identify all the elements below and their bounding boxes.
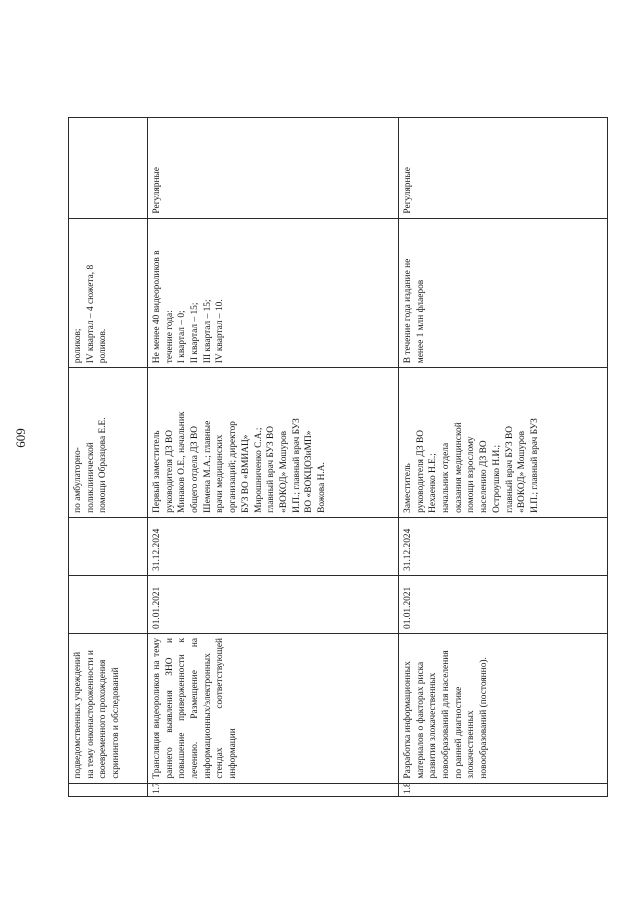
text-line: Вожова Н.А. — [316, 462, 327, 513]
cell-end-date — [69, 517, 148, 575]
cell-end-date: 31.12.2024 — [148, 517, 399, 575]
cell-start-date — [69, 575, 148, 633]
cell-responsible — [148, 368, 399, 518]
rotated-table-page — [68, 117, 586, 797]
text-line: руководителя ДЗ ВО — [415, 429, 426, 513]
cell-event: Трансляция видеороликов на тему раннего выявления ЗНО и повышение приверженности к лечению. Размещение на информационных/электронных стендах соответствующей информации — [148, 633, 399, 783]
text-line: общего отдела ДЗ ВО — [190, 426, 201, 513]
cell-start-date: 01.01.2021 — [399, 575, 608, 633]
text-line: новообразований для населения — [441, 650, 452, 779]
text-line: начальник отдела — [441, 442, 452, 513]
text-line: организаций; директор — [228, 421, 239, 513]
text-line: «ВОКОД» Мошуров — [278, 430, 289, 513]
text-line: поликлинической — [85, 442, 96, 513]
text-line: по амбулаторно- — [73, 447, 83, 513]
text-line: Не менее 40 видеороликов в — [152, 250, 162, 364]
text-line: IV квартал – 10. — [215, 299, 226, 364]
text-line: В течение года издание не — [403, 258, 413, 364]
cell-indicator — [69, 218, 148, 368]
cell-end-date: 31.12.2024 — [399, 517, 608, 575]
text-line: IV квартал – 4 сюжета, 8 — [85, 264, 96, 364]
text-line: по ранней диагностике — [453, 686, 464, 779]
cell-start-date: 01.01.2021 — [148, 575, 399, 633]
cell-indicator — [148, 218, 399, 368]
text-line: подведомственных учреждений — [73, 651, 83, 779]
text-line: новообразований (постоянно). — [479, 657, 490, 779]
text-line: Минаков О.Е., начальник — [177, 411, 188, 513]
cell-responsible — [69, 368, 148, 518]
text-line: на тему онконастороженности и — [85, 650, 96, 779]
text-line: I квартал – 0; — [177, 310, 188, 364]
table-row — [148, 118, 399, 797]
cell-event — [69, 633, 148, 783]
text-line: И.П.; главный врач БУЗ — [529, 418, 540, 513]
text-line: роликов; — [73, 328, 83, 364]
text-line: скринингов и обследований — [111, 667, 122, 779]
text-line: Шемена М.А.; главные — [202, 420, 213, 513]
measures-table — [68, 117, 608, 797]
text-line: роликов. — [98, 328, 109, 364]
cell-number: 1.8 — [399, 783, 608, 796]
text-line: помощи взрослому — [466, 436, 477, 513]
text-line: материалов о факторах риска — [415, 661, 426, 779]
text-line: помощи Образцова Е.Е. — [98, 417, 109, 513]
text-line: течение года: — [164, 310, 175, 364]
text-line: Нехаенко Н.Е.; — [428, 453, 439, 513]
cell-event — [399, 633, 608, 783]
text-line: врачи медицинских — [215, 434, 226, 513]
text-line: развития злокачественных — [428, 672, 439, 779]
cell-indicator — [399, 218, 608, 368]
text-line: И.П.; главный врач БУЗ — [291, 418, 302, 513]
text-line: Заместитель — [403, 463, 413, 513]
cell-responsible — [399, 368, 608, 518]
text-line: Мирошниченко С.А.; — [253, 427, 264, 513]
cell-periodicity — [69, 118, 148, 219]
text-line: II квартал – 15; — [190, 302, 201, 364]
cell-periodicity: Регулярные — [148, 118, 399, 219]
cell-periodicity: Регулярные — [399, 118, 608, 219]
page-number: 609 — [13, 428, 28, 448]
text-line: «ВОКОД» Мошуров — [517, 430, 528, 513]
table-row-continuation — [69, 118, 148, 797]
text-line: Первый заместитель — [152, 430, 162, 513]
text-line: главный врач БУЗ ВО — [266, 425, 277, 513]
text-line: менее 1 млн флаеров — [415, 279, 426, 364]
text-line: оказания медицинской — [453, 422, 464, 513]
text-line: своевременного прохождения — [98, 659, 109, 779]
text-line: главный врач БУЗ ВО — [504, 425, 515, 513]
text-line: III квартал – 15; — [202, 299, 213, 364]
cell-number: 1.7 — [148, 783, 399, 796]
text-line: Разработка информационных — [403, 661, 413, 779]
text-line: злокачественных — [466, 710, 477, 779]
text-line: Остроушко Н.И.; — [491, 444, 502, 513]
text-line: ВО «ВОКЦОЗиМП» — [304, 430, 315, 513]
table-row — [399, 118, 608, 797]
text-line: руководителя ДЗ ВО — [164, 429, 175, 513]
text-line: населению ДЗ ВО — [479, 440, 490, 513]
text-line: БУЗ ВО «ВМИАЦ» — [240, 434, 251, 513]
cell-number — [69, 783, 148, 796]
